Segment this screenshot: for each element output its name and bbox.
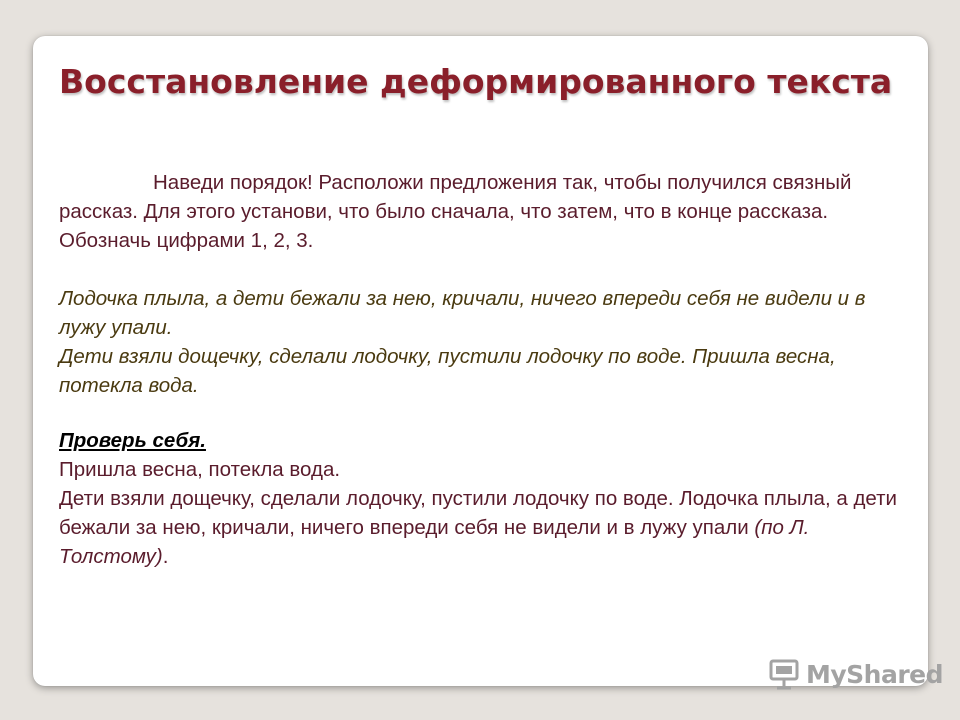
- instruction-paragraph: [59, 168, 909, 255]
- check-yourself-heading: Проверь себя.: [59, 429, 206, 452]
- task-sentence-2: Дети взяли дощечку, сделали лодочку, пустили лодочку по воде. Пришла весна, потекла вода.: [59, 345, 836, 397]
- answer-end: .: [162, 545, 169, 568]
- instruction-text: Наведи порядок! Расположи предложения так, чтобы получился связный рассказ. Для этого установи, что было сначала, что затем, что в конце рассказа. Обозначь цифрами 1, 2, 3.: [59, 171, 852, 252]
- answer-source: (по Л. Толстому): [59, 516, 810, 568]
- task-sentences: [59, 284, 909, 400]
- myshared-logo-icon: [768, 657, 802, 691]
- task-sentence-1: Лодочка плыла, а дети бежали за нею, кричали, ничего впереди себя не видели и в лужу упали.: [59, 287, 866, 339]
- watermark-text: MyShared: [806, 659, 944, 689]
- watermark-logo: [768, 656, 943, 692]
- answer-line-2: Дети взяли дощечку, сделали лодочку, пустили лодочку по воде. Лодочка плыла, а дети бежали за нею, кричали, ничего впереди себя не видели и в лужу упали: [59, 487, 897, 539]
- slide-title: Восстановление деформированного текста: [59, 62, 893, 101]
- answer-text: [59, 455, 919, 571]
- answer-line-1: Пришла весна, потекла вода.: [59, 458, 341, 481]
